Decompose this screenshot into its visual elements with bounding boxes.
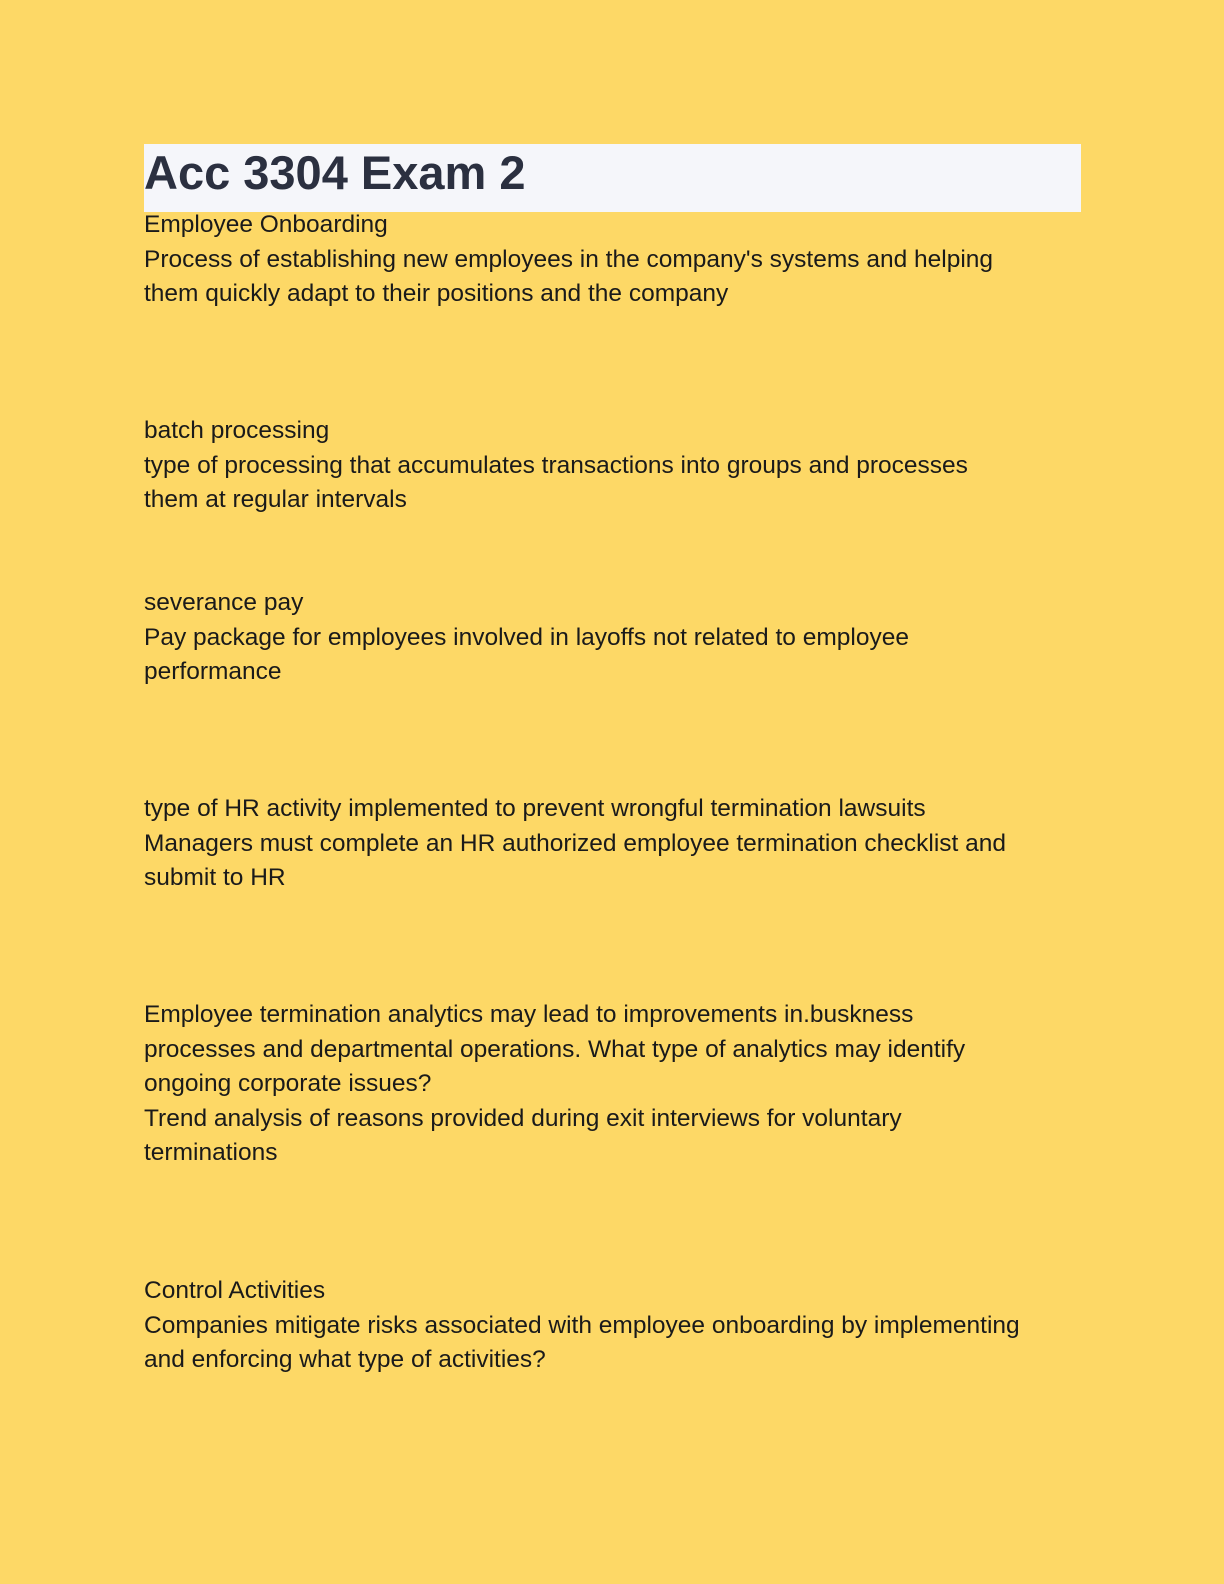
flashcard-batch-processing [144, 414, 1084, 518]
card-term: processes and departmental operations. What type of analytics may identify [144, 1035, 966, 1063]
flashcard-wrongful-termination [144, 792, 1084, 896]
card-definition-line: type of processing that accumulates transactions into groups and processes [144, 451, 968, 479]
card-definition-line: Managers must complete an HR authorized employee termination checklist and [144, 829, 1007, 857]
card-term: batch processing [144, 417, 330, 444]
card-definition-line: Trend analysis of reasons provided during exit interviews for voluntary [144, 1104, 902, 1132]
page-title: Acc 3304 Exam 2 [144, 146, 526, 199]
card-term: Control Activities [144, 1277, 326, 1304]
card-definition-line: Pay package for employees involved in layoffs not related to employee [144, 623, 909, 651]
card-term: Employee termination analytics may lead to improvements in.buskness [144, 1001, 914, 1028]
flashcard-employee-onboarding [144, 208, 1084, 312]
flashcard-control-activities [144, 1274, 1084, 1378]
card-term: ongoing corporate issues? [144, 1070, 432, 1097]
card-definition-line: terminations [144, 1139, 278, 1166]
card-term: Employee Onboarding [144, 211, 388, 238]
card-definition-line: Companies mitigate risks associated with employee onboarding by implementing [144, 1311, 1020, 1339]
card-definition-line: them at regular intervals [144, 486, 407, 513]
card-definition-line: performance [144, 658, 282, 685]
card-definition-line: submit to HR [144, 864, 286, 891]
card-definition-line: them quickly adapt to their positions and the company [144, 280, 729, 307]
card-term: severance pay [144, 589, 304, 616]
card-definition-line: and enforcing what type of activities? [144, 1346, 546, 1373]
flashcard-termination-analytics [144, 998, 1084, 1171]
title-banner [144, 144, 1081, 212]
card-definition-line: Process of establishing new employees in the company's systems and helping [144, 245, 994, 273]
flashcard-severance-pay [144, 586, 1084, 690]
card-term: type of HR activity implemented to prevent wrongful termination lawsuits [144, 795, 926, 822]
